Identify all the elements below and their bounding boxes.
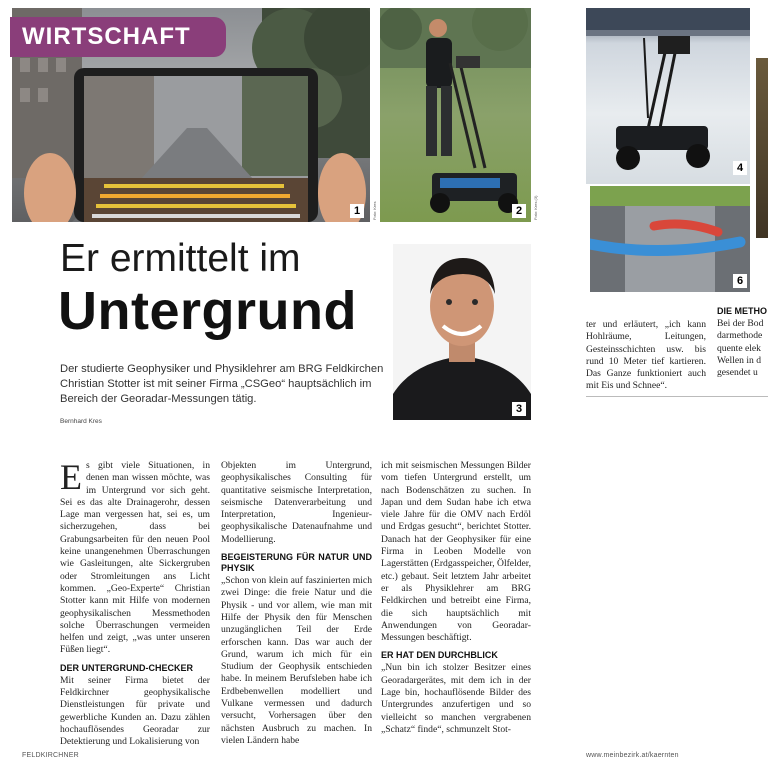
photo-number-3: 3 [512, 402, 526, 416]
column-2-para-2: „Schon von klein auf faszinierten mich zwei Dinge: die freie Natur und die Physik - und vor allem, wie man mit Hilfe der Physik den für Menschen unzugänglichen Teil der Erde erforschen kann. Das war auch der Grund, warum ich mich für ein Studium der Geophysik entschieden habe. In meinem Berufsleben habe ich Erdbebenwellen modelliert und Vulkane vermessen und dadurch versucht, Vorhersagen über den nächsten Ausbruch zu machen. In vielen Ländern habe [221, 575, 372, 746]
photo-number-2: 2 [512, 204, 526, 218]
portrait-illustration [393, 244, 531, 420]
dropcap: E [60, 457, 82, 497]
photo-georadar-man [380, 8, 531, 222]
column-rule [586, 396, 768, 397]
column-5 [717, 306, 768, 379]
footer-publication: FELDKIRCHNER [22, 752, 79, 759]
photo-georadar-snow [586, 8, 750, 184]
section-label-text: WIRTSCHAFT [22, 23, 191, 50]
column-3-para-2: „Nun bin ich stolzer Besitzer eines Georadargerätes, mit dem ich in der Lage bin, hochauflösende Bilder des Untergrundes anzufertigen und so vielleicht so manchen vergrabenen „Schatz“ finde“, schmunzelt Stot- [381, 662, 531, 735]
column-4-para-1: ter und erläutert, „ich kann Hohlräume, Leitungen, Gesteinsschichten usw. bis rund 10 Meter tief kartieren. Das Ganze funktioniert auch mit Eis und Schnee“. [586, 319, 706, 392]
column-4 [586, 319, 706, 393]
author-byline: Bernhard Kres [60, 418, 102, 425]
photo-number-1: 1 [350, 204, 364, 218]
georadar-man-illustration [380, 8, 531, 222]
headline-line2: Untergrund [58, 281, 357, 341]
lead-paragraph: Der studierte Geophysiker und Physiklehrer am BRG Feldkirchen Christian Stotter ist mit seiner Firma „CSGeo“ hauptsächlich im Bereich der Georadar-Messungen tätig. [60, 363, 384, 405]
column-1 [60, 457, 210, 749]
column-3 [381, 460, 531, 736]
column-5-heading: DIE METHO [717, 306, 768, 316]
photo-credit-1: Foto: Kres [372, 201, 377, 220]
column-2-heading: BEGEISTERUNG FÜR NATUR UND PHYSIK [221, 552, 372, 574]
column-3-heading: ER HAT DEN DURCHBLICK [381, 650, 498, 661]
column-2 [221, 460, 372, 747]
georadar-snow-illustration [586, 8, 750, 184]
column-2-para-1: Objekten im Untergrund, geophysikalisches Consulting für quantitative seismische Interpretation, seismische Datenverarbeitung und Interpretation, Ingenieur-geophysikalische Datenaufnahme und Modellierung. [221, 460, 372, 545]
photo-pipe-illustration [590, 186, 750, 292]
headline-line1: Er ermittelt im [60, 237, 301, 280]
photo-number-6: 6 [733, 274, 747, 288]
footer-website: www.meinbezirk.at/kaernten [586, 752, 679, 759]
column-1-para-2: Mit seiner Firma bietet der Feldkirchner geophysikalische Dienstleistungen für private und gewerbliche Kunden an. Dazu zählen hochauflösendes Georadar zur Detektierung und Lokalisierung von [60, 674, 210, 748]
photo-portrait [393, 244, 531, 420]
photo-credit-2: Foto: Kres (3) [533, 195, 538, 220]
photo-partial-edge [756, 58, 768, 238]
photo-number-4: 4 [733, 161, 747, 175]
column-5-para-1: Bei der Bod darmethode quente elek Wellen in d gesendet u [717, 318, 764, 379]
column-1-heading: DER UNTERGRUND-CHECKER [60, 662, 194, 673]
pipe-illustration [590, 186, 750, 292]
column-1-para-1: s gibt viele Situationen, in denen man wissen möchte, was im Untergrund vor sich geht. Sei es das alte Drainagerohr, dessen Lage man vergessen hat, sei es, um sicherzugehen, dass bei Grabungsarbeiten für den neuen Pool keine unangenehmen Überraschungen wie Gasleitungen, alte Sickergruben oder Stromleitungen ans Licht kommen. „Geo-Experte“ Christian Stotter kann mit Hilfe von modernen geophysikalischen Messmethoden solche Überraschungen vermeiden helfen und zeigt, „was unter unseren Füßen liegt“. [60, 460, 210, 656]
column-3-para-1: ich mit seismischen Messungen Bilder vom tiefen Untergrund erstellt, um nach Bodenschätzen zu suchen. In Japan und dem Sudan habe ich etwa viele Jahre für die OMV nach Erdöl und Erdgas gesucht“, berichtet Stotter. Danach hat der Geophysiker für eine Firma in Leoben Modelle von Lagerstätten (Erdgasspeicher, Ölfelder, etc.) gebaut. Seit letztem Jahr arbeitet er als Physiklehrer am BRG Feldkirchen und betreibt eine Firma, die sich hauptsächlich mit Anwendungen von Georadar-Messungen beschäftigt. [381, 460, 531, 644]
